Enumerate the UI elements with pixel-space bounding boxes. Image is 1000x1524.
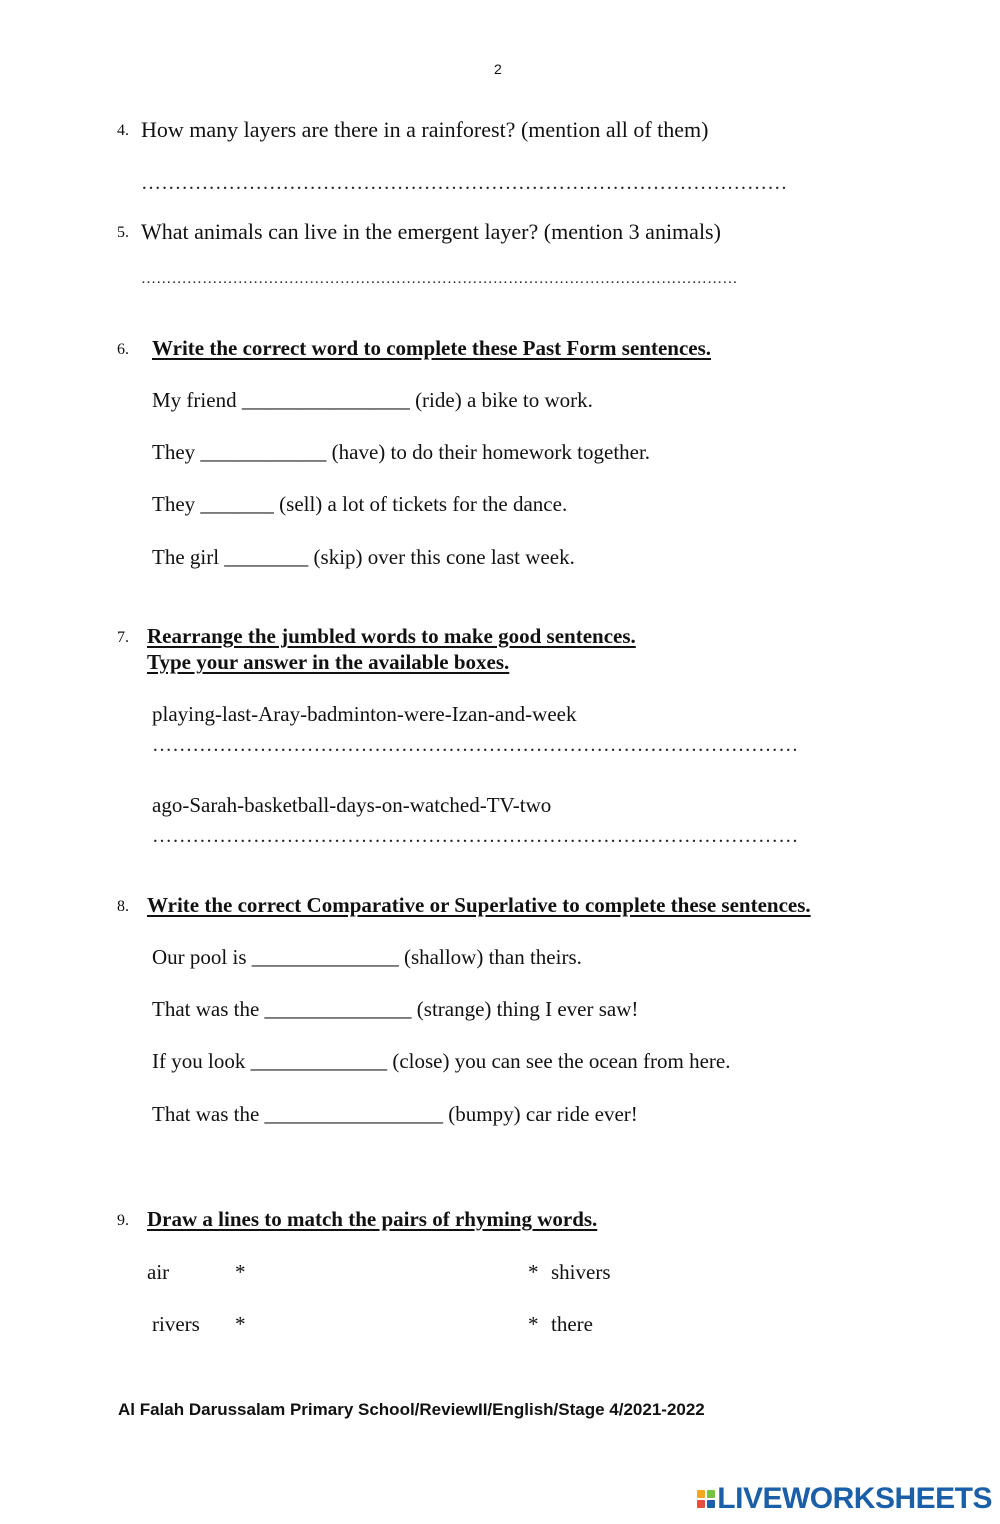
- q6-sentence[interactable]: They ____________ (have) to do their homework together.: [152, 440, 651, 464]
- q8-sentence[interactable]: Our pool is ______________ (shallow) than theirs.: [152, 945, 582, 969]
- liveworksheets-logo: [697, 1482, 992, 1516]
- rhyme-right-bullet[interactable]: *: [528, 1312, 539, 1336]
- q6-heading: Write the correct word to complete these Past Form sentences.: [152, 336, 712, 360]
- q5-answer-line[interactable]: ………………………………………………………………………………………………………: [141, 271, 738, 287]
- q7-heading-line1: Rearrange the jumbled words to make good sentences.: [147, 624, 636, 648]
- q6-number: 6.: [117, 341, 129, 358]
- q7-answer-line[interactable]: ……………………………………………………………………………………: [152, 825, 799, 847]
- q4-answer-line[interactable]: ……………………………………………………………………………………: [141, 172, 788, 194]
- q4-number: 4.: [117, 122, 129, 139]
- q5-text: What animals can live in the emergent layer? (mention 3 animals): [141, 219, 721, 244]
- q4-text: How many layers are there in a rainforest? (mention all of them): [141, 117, 709, 142]
- q9-number: 9.: [117, 1212, 129, 1229]
- q6-sentence[interactable]: The girl ________ (skip) over this cone last week.: [152, 545, 575, 569]
- q6-sentence[interactable]: My friend ________________ (ride) a bike to work.: [152, 388, 593, 412]
- q8-number: 8.: [117, 898, 129, 915]
- rhyme-right-word: there: [551, 1312, 593, 1336]
- rhyme-right-word: shivers: [551, 1260, 611, 1284]
- q8-sentence[interactable]: If you look _____________ (close) you can see the ocean from here.: [152, 1049, 731, 1073]
- rhyme-left-bullet[interactable]: *: [235, 1312, 246, 1336]
- q9-heading: Draw a lines to match the pairs of rhyming words.: [147, 1207, 598, 1231]
- q7-number: 7.: [117, 629, 129, 646]
- rhyme-left-word: air: [147, 1260, 170, 1284]
- q5-number: 5.: [117, 224, 129, 241]
- q8-sentence[interactable]: That was the ______________ (strange) thing I ever saw!: [152, 997, 639, 1021]
- rhyme-right-bullet[interactable]: *: [528, 1260, 539, 1284]
- q7-heading-line2: Type your answer in the available boxes.: [147, 650, 510, 674]
- liveworksheets-logo-text: LIVEWORKSHEETS: [717, 1482, 992, 1515]
- q6-sentence[interactable]: They _______ (sell) a lot of tickets for the dance.: [152, 492, 568, 516]
- page-number: 2: [494, 61, 502, 77]
- footer-school-info: Al Falah Darussalam Primary School/ReviewII/English/Stage 4/2021-2022: [118, 1400, 705, 1419]
- rhyme-left-bullet[interactable]: *: [235, 1260, 246, 1284]
- q7-jumbled-words: ago-Sarah-basketball-days-on-watched-TV-two: [152, 793, 552, 817]
- q7-jumbled-words: playing-last-Aray-badminton-were-Izan-and-week: [152, 702, 577, 726]
- q8-sentence[interactable]: That was the _________________ (bumpy) car ride ever!: [152, 1102, 638, 1126]
- q7-answer-line[interactable]: ……………………………………………………………………………………: [152, 734, 799, 756]
- q8-heading: Write the correct Comparative or Superlative to complete these sentences.: [147, 893, 811, 917]
- rhyme-left-word: rivers: [152, 1312, 200, 1336]
- liveworksheets-logo-icon: [697, 1490, 715, 1508]
